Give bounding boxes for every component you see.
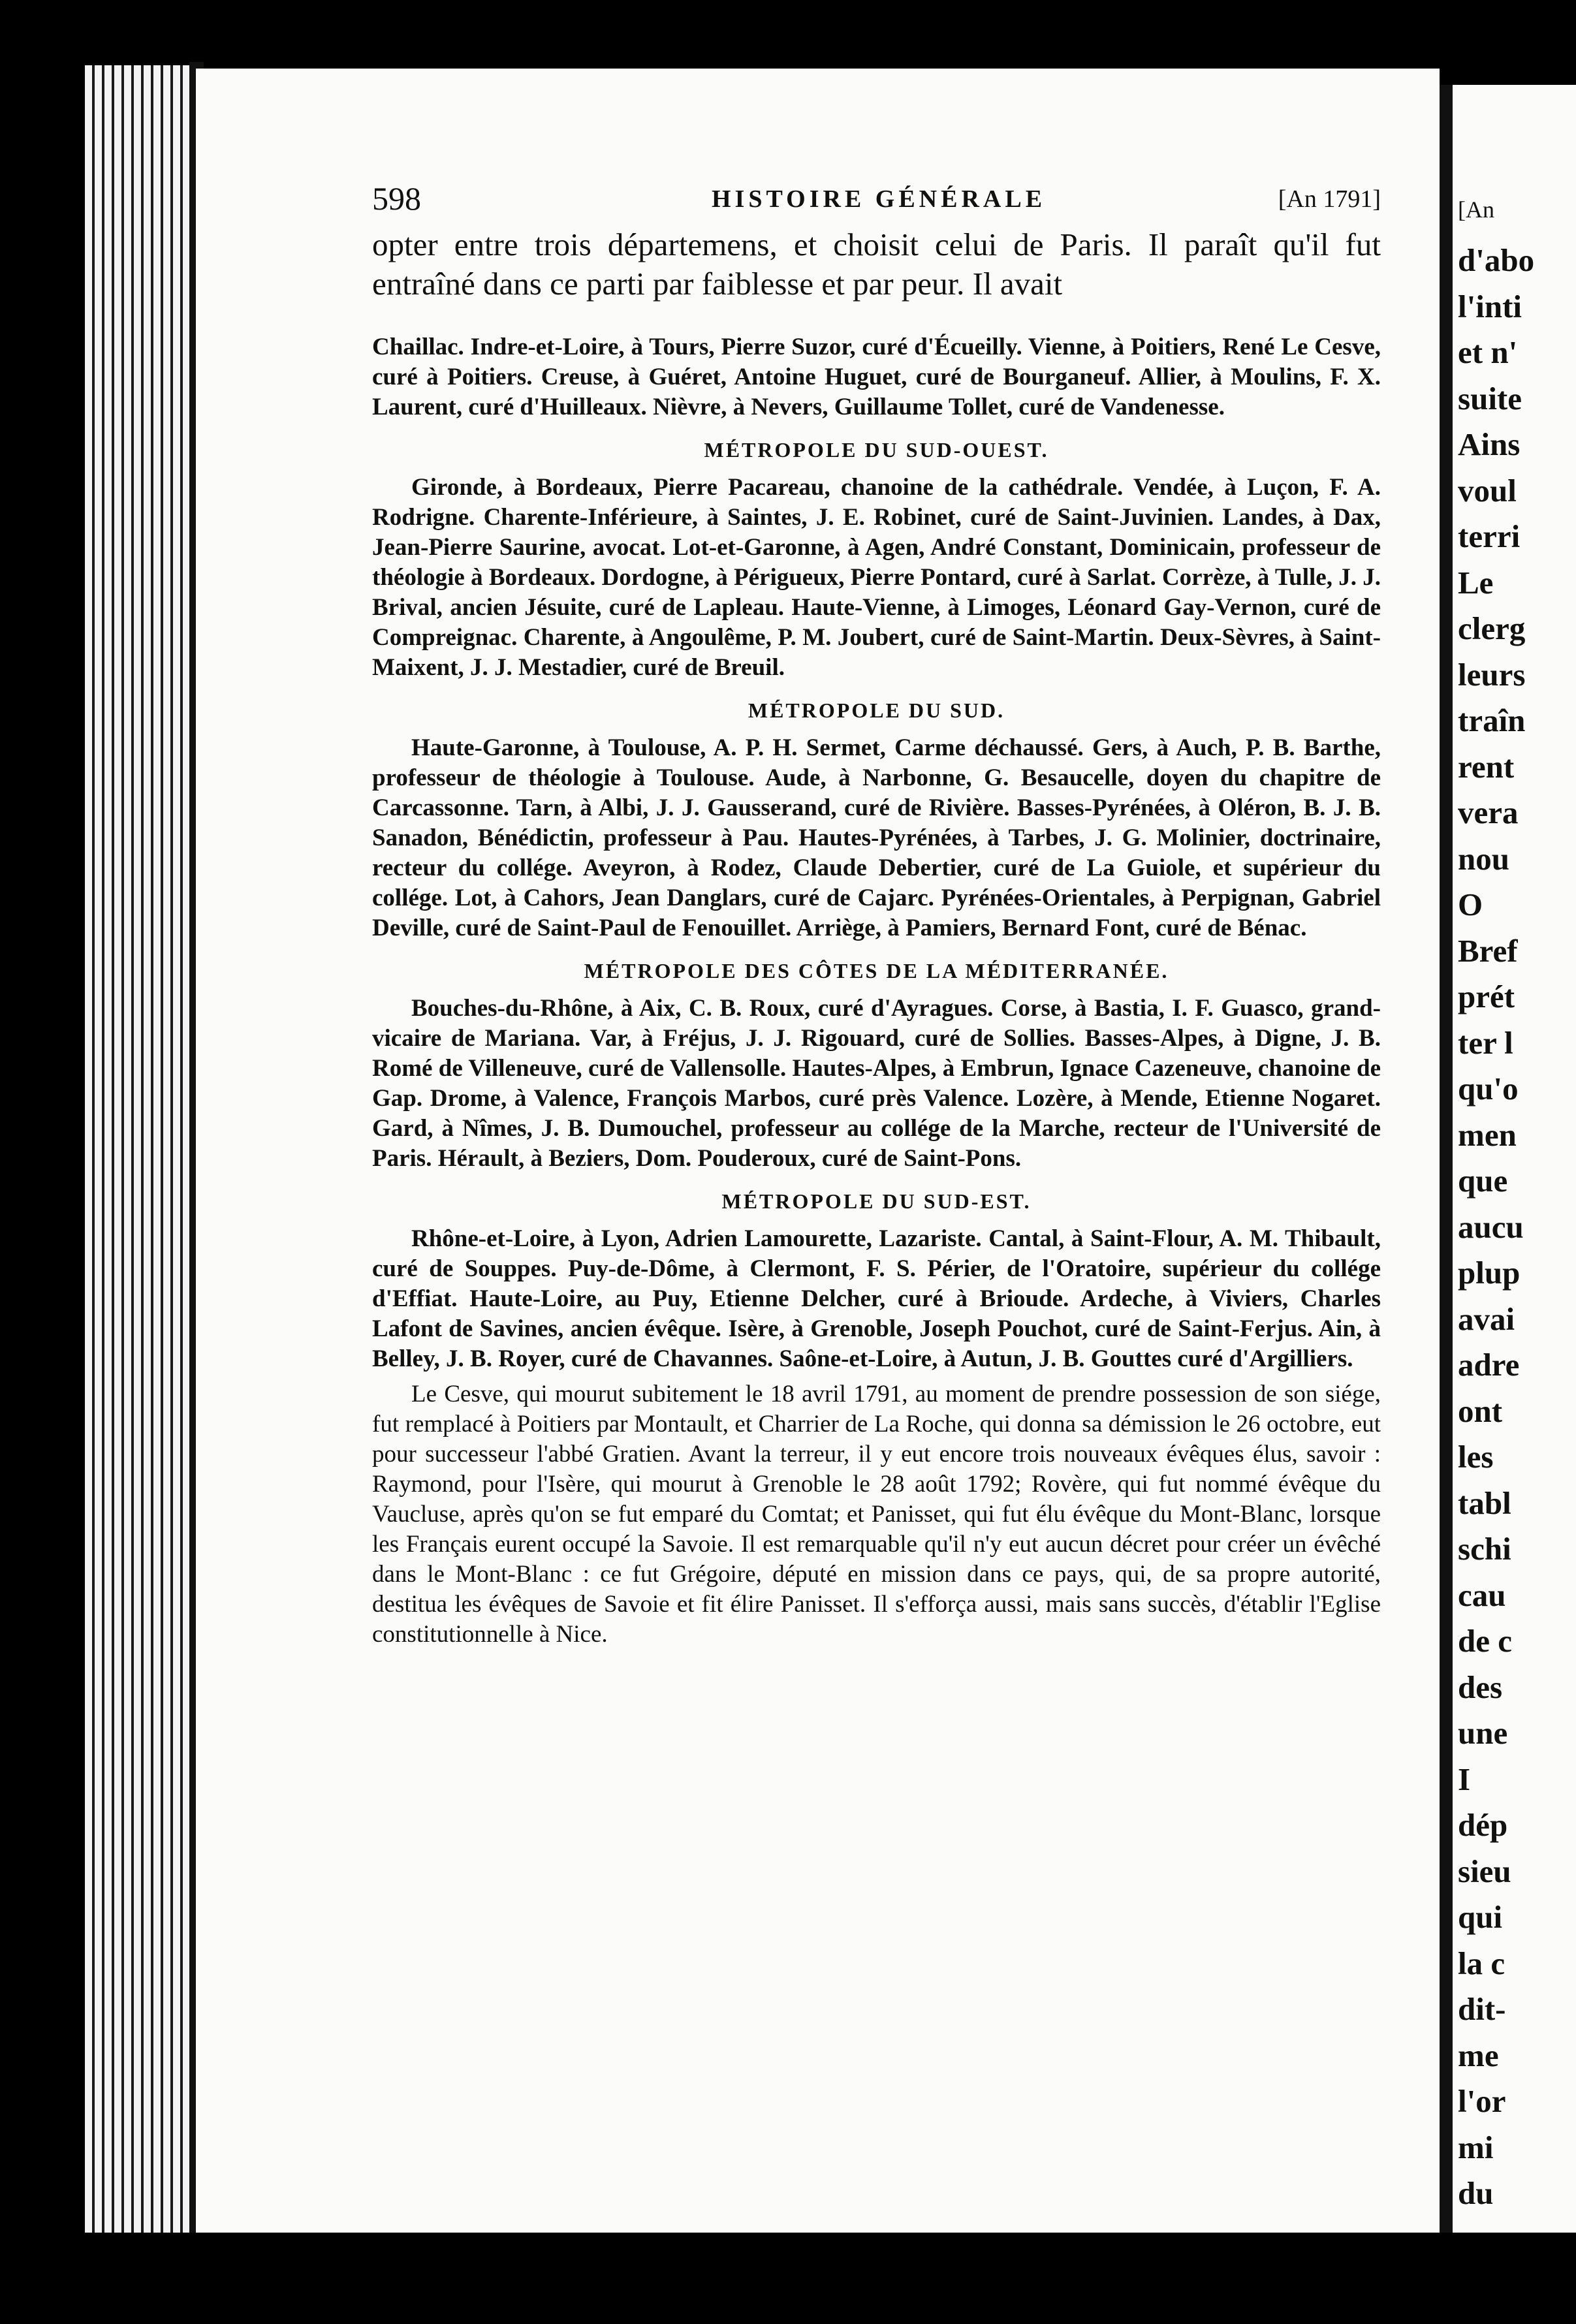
right-page-line: sieu	[1458, 1853, 1511, 1889]
right-page-line: prét	[1458, 979, 1515, 1014]
right-page-line: l'or	[1458, 2083, 1506, 2119]
right-page-line: des	[1458, 1669, 1503, 1705]
right-page-line: d'abo	[1458, 242, 1535, 278]
footnote-intro: Chaillac. Indre-et-Loire, à Tours, Pierre Suzor, curé d'Écueilly. Vienne, à Poitiers, René Le Cesve, curé à Poitiers. Creuse, à Guéret, Antoine Huguet, curé de Bourganeuf. Allier, à Moulins, F. X. Laurent, curé d'Huilleaux. Nièvre, à Nevers, Guillaume Tollet, curé de Vandenesse.	[372, 334, 1381, 420]
right-page-line: une	[1458, 1715, 1508, 1751]
right-page-line: Ains	[1458, 426, 1521, 462]
right-page-line: tabl	[1458, 1484, 1511, 1521]
right-page-line: plup	[1458, 1255, 1521, 1291]
right-page-line: suite	[1458, 380, 1522, 416]
right-page-line: ont	[1458, 1392, 1503, 1429]
right-page-line: schi	[1458, 1531, 1511, 1567]
right-page-line: dit-	[1458, 1991, 1506, 2027]
running-year: [An 1791]	[1278, 185, 1381, 213]
paragraph-metropole-sud-ouest: Gironde, à Bordeaux, Pierre Pacareau, chanoine de la cathédrale. Vendée, à Luçon, F. A. Rodrigne. Charente-Inférieure, à Saintes, J. E. Robinet, curé de Saint-Juvinien. Landes, à Dax, Jean-Pierre Saurine, avocat. Lot-et-Garonne, à Agen, André Constant, Dominicain, professeur de théologie à Bordeaux. Dordogne, à Périgueux, Pierre Pontard, curé à Sarlat. Corrèze, à Tulle, J. J. Brival, ancien Jésuite, curé de Lapleau. Haute-Vienne, à Limoges, Léonard Gay-Vernon, curé de Compreignac. Charente, à Angoulême, P. M. Joubert, curé de Saint-Martin. Deux-Sèvres, à Saint-Maixent, J. J. Mestadier, curé de Breuil.	[372, 474, 1381, 681]
right-page-line: nou	[1458, 840, 1510, 877]
right-page-line: voul	[1458, 472, 1517, 509]
main-text-lead: opter entre trois départemens, et choisit celui de Paris. Il paraît qu'il fut entraîné dans ce parti par faiblesse et par peur. Il avait	[372, 227, 1381, 302]
paragraph-metropole-mediterranee: Bouches-du-Rhône, à Aix, C. B. Roux, curé d'Ayragues. Corse, à Bastia, I. F. Guasco, grand-vicaire de Mariana. Var, à Fréjus, J. J. Rigouard, curé de Sollies. Basses-Alpes, à Digne, J. B. Romé de Villeneuve, curé de Vallensolle. Hautes-Alpes, à Embrun, Ignace Cazeneuve, chanoine de Gap. Drome, à Valence, François Marbos, curé près Valence. Lozère, à Mende, Etienne Nogaret. Gard, à Nîmes, J. B. Dumouchel, professeur au collége de la Marche, recteur de l'Université de Paris. Hérault, à Beziers, Dom. Pouderoux, curé de Saint-Pons.	[372, 995, 1381, 1172]
heading-metropole-sud-ouest: MÉTROPOLE DU SUD-OUEST.	[704, 438, 1049, 462]
right-page-line: avai	[1458, 1300, 1515, 1337]
right-page-line: cau	[1458, 1577, 1506, 1613]
right-page-line: aucu	[1458, 1208, 1524, 1245]
right-page-line: Bref	[1458, 932, 1518, 969]
right-page-line: du	[1458, 2175, 1494, 2211]
right-page-line: me	[1458, 2037, 1499, 2073]
right-page-line: mi	[1458, 2129, 1494, 2165]
heading-metropole-sud: MÉTROPOLE DU SUD.	[748, 699, 1005, 722]
right-page-line: l'inti	[1458, 288, 1522, 324]
right-page-line: la c	[1458, 1945, 1505, 1981]
heading-metropole-sud-est: MÉTROPOLE DU SUD-EST.	[721, 1189, 1032, 1213]
right-page-line: qui	[1458, 1899, 1503, 1935]
left-page	[196, 69, 1440, 2233]
right-page-line: leurs	[1458, 656, 1526, 693]
running-header	[372, 180, 1381, 225]
heading-metropole-mediterranee: MÉTROPOLE DES CÔTES DE LA MÉDITERRANÉE.	[584, 959, 1169, 982]
running-title: HISTOIRE GÉNÉRALE	[712, 185, 1047, 213]
paragraph-metropole-sud-est: Rhône-et-Loire, à Lyon, Adrien Lamourette, Lazariste. Cantal, à Saint-Flour, A. M. Thibault, curé de Souppes. Puy-de-Dôme, à Clermont, F. S. Périer, de l'Oratoire, supérieur du collége d'Effiat. Haute-Loire, au Puy, Etienne Delcher, curé à Brioude. Ardeche, à Viviers, Charles Lafont de Savines, ancien évêque. Isère, à Grenoble, Joseph Pouchot, curé de Saint-Ferjus. Ain, à Belley, J. B. Royer, curé de Chavannes. Saône-et-Loire, à Autun, J. B. Gouttes curé d'Argilliers.	[372, 1225, 1381, 1372]
right-page-line: adre	[1458, 1347, 1520, 1383]
right-page-header: [An	[1458, 196, 1494, 223]
page-content	[372, 180, 1381, 1650]
right-page-line: que	[1458, 1163, 1508, 1199]
right-page-line: Le	[1458, 564, 1494, 601]
right-page-line: de c	[1458, 1623, 1512, 1659]
right-page-line: terri	[1458, 518, 1521, 554]
page-number: 598	[372, 180, 421, 217]
right-page-line: rent	[1458, 748, 1515, 785]
right-page-line: qu'o	[1458, 1071, 1519, 1107]
right-page-line: traîn	[1458, 702, 1526, 738]
right-page-line: men	[1458, 1116, 1517, 1153]
right-page-line: ter l	[1458, 1024, 1513, 1061]
paragraph-metropole-sud: Haute-Garonne, à Toulouse, A. P. H. Sermet, Carme déchaussé. Gers, à Auch, P. B. Barthe, professeur de théologie à Toulouse. Aude, à Narbonne, G. Besaucelle, doyen du chapitre de Carcassonne. Tarn, à Albi, J. J. Gausserand, curé de Rivière. Basses-Pyrénées, à Oléron, B. J. B. Sanadon, Bénédictin, professeur à Pau. Hautes-Pyrénées, à Tarbes, J. G. Molinier, doctrinaire, recteur du collége. Aveyron, à Rodez, Claude Debertier, curé de La Guiole, et supérieur du collége. Lot, à Cahors, Jean Danglars, curé de Cajarc. Pyrénées-Orientales, à Perpignan, Gabriel Deville, curé de Saint-Paul de Fenouillet. Arriège, à Pamiers, Bernard Font, curé de Bénac.	[372, 734, 1381, 941]
right-page-line: vera	[1458, 794, 1519, 830]
right-page-line: I	[1458, 1761, 1471, 1797]
right-page-peek	[1453, 85, 1576, 2233]
book-page-stack	[85, 65, 199, 2233]
right-page-line: les	[1458, 1439, 1494, 1475]
paragraph-closing: Le Cesve, qui mourut subitement le 18 avril 1791, au moment de prendre possession de son siége, fut remplacé à Poitiers par Montault, et Charrier de La Roche, qui donna sa démission le 26 octobre, eut pour successeur l'abbé Gratien. Avant la terreur, il y eut encore trois nouveaux évêques élus, savoir : Raymond, pour l'Isère, qui mourut à Grenoble le 28 août 1792; Rovère, qui fut nommé évêque du Vaucluse, après qu'on se fut emparé du Comtat; et Panisset, qui fut élu évêque du Mont-Blanc, lorsque les Français eurent occupé la Savoie. Il est remarquable qu'il n'y eut aucun décret pour créer un évêché dans le Mont-Blanc : ce fut Grégoire, député en mission dans ce pays, qui, de sa propre autorité, destitua les évêques de Savoie et fit élire Panisset. Il s'efforça aussi, mais sans succès, d'établir l'Eglise constitutionnelle à Nice.	[372, 1381, 1381, 1648]
right-page-line: dép	[1458, 1807, 1508, 1843]
right-page-line: et n'	[1458, 334, 1518, 370]
right-page-gutter	[1440, 85, 1453, 2233]
right-page-line: clerg	[1458, 610, 1526, 646]
right-page-line: O	[1458, 887, 1483, 922]
